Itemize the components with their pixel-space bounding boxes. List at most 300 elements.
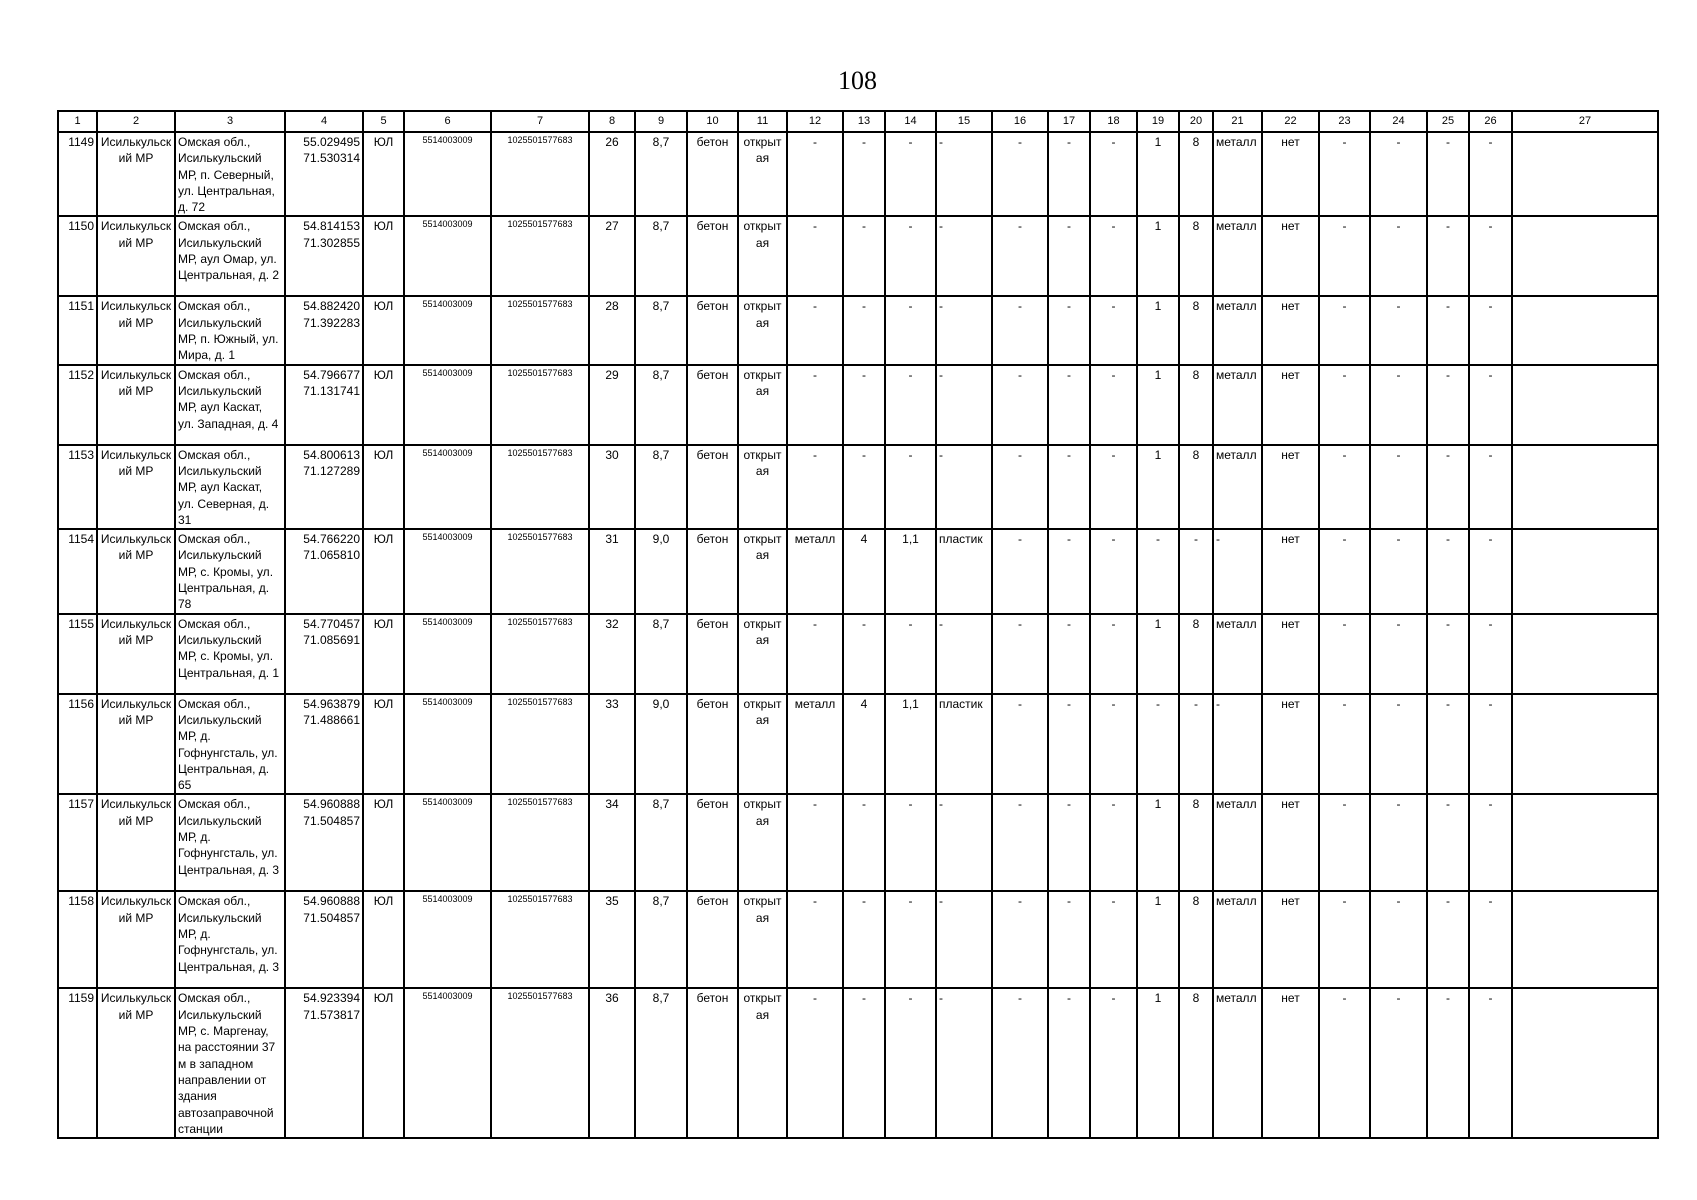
table-cell: 8 [1179, 614, 1213, 694]
table-cell: 1 [1137, 296, 1179, 364]
column-header: 25 [1427, 111, 1469, 132]
table-cell: открыт ая [738, 694, 787, 795]
column-header: 2 [97, 111, 175, 132]
table-cell: - [992, 132, 1048, 216]
table-cell: - [1090, 216, 1137, 296]
table-cell: - [1319, 445, 1370, 529]
table-cell: - [1048, 988, 1090, 1138]
table-cell: Исилькульск ий МР [97, 296, 175, 364]
table-cell: 8,7 [635, 365, 687, 445]
table-cell: 5514003009 [404, 988, 491, 1138]
table-cell: - [992, 891, 1048, 988]
table-cell: нет [1262, 614, 1319, 694]
column-header: 13 [843, 111, 885, 132]
table-cell: - [787, 216, 843, 296]
table-cell: бетон [687, 694, 738, 795]
column-header: 23 [1319, 111, 1370, 132]
table-cell: Исилькульск ий МР [97, 445, 175, 529]
table-cell: 9,0 [635, 694, 687, 795]
table-cell: 54.960888 71.504857 [285, 891, 363, 988]
table-cell: металл [1213, 445, 1262, 529]
table-cell: - [1137, 694, 1179, 795]
table-cell [1512, 794, 1658, 891]
table-cell: 8 [1179, 988, 1213, 1138]
table-cell: - [1319, 132, 1370, 216]
column-header: 16 [992, 111, 1048, 132]
table-cell: Исилькульск ий МР [97, 614, 175, 694]
table-cell: открыт ая [738, 614, 787, 694]
table-cell: - [1319, 891, 1370, 988]
table-cell: - [1048, 891, 1090, 988]
column-header: 8 [589, 111, 635, 132]
table-cell: - [787, 365, 843, 445]
table-cell: - [1370, 216, 1427, 296]
table-cell: - [1090, 614, 1137, 694]
table-cell: - [1370, 988, 1427, 1138]
table-cell: - [885, 216, 936, 296]
table-row [58, 132, 1658, 216]
table-cell: - [787, 614, 843, 694]
table-cell: нет [1262, 694, 1319, 795]
table-cell: 8,7 [635, 132, 687, 216]
table-cell: 54.766220 71.065810 [285, 529, 363, 613]
table-cell: бетон [687, 365, 738, 445]
table-cell: - [1048, 296, 1090, 364]
table-cell: - [885, 614, 936, 694]
table-cell: 8 [1179, 296, 1213, 364]
table-cell: - [992, 988, 1048, 1138]
table-cell: - [885, 794, 936, 891]
table-cell: - [936, 445, 992, 529]
table-cell: - [1370, 891, 1427, 988]
table-row [58, 614, 1658, 694]
table-cell: ЮЛ [363, 296, 404, 364]
table-cell: - [1048, 614, 1090, 694]
table-cell: 8,7 [635, 891, 687, 988]
table-cell: 1 [1137, 891, 1179, 988]
table-cell: 8 [1179, 794, 1213, 891]
table-cell: - [1427, 216, 1469, 296]
table-cell: - [1090, 132, 1137, 216]
table-cell: - [1469, 988, 1512, 1138]
table-cell: - [1427, 445, 1469, 529]
table-cell: - [936, 132, 992, 216]
column-header: 11 [738, 111, 787, 132]
table-cell: открыт ая [738, 794, 787, 891]
table-cell: 1025501577683 [491, 365, 589, 445]
table-cell: 5514003009 [404, 445, 491, 529]
table-cell: 1 [1137, 614, 1179, 694]
table-cell: 54.800613 71.127289 [285, 445, 363, 529]
column-header: 4 [285, 111, 363, 132]
table-cell: металл [1213, 794, 1262, 891]
table-cell: ЮЛ [363, 988, 404, 1138]
table-cell: - [1048, 365, 1090, 445]
table-cell: 1025501577683 [491, 445, 589, 529]
table-cell: - [1319, 216, 1370, 296]
table-cell: Омская обл., Исилькульский МР, д. Гофнунгсталь, ул. Центральная, д. 65 [175, 694, 285, 795]
column-header: 10 [687, 111, 738, 132]
table-cell: - [1319, 365, 1370, 445]
table-cell: 30 [589, 445, 635, 529]
table-cell: 4 [843, 694, 885, 795]
table-cell: Исилькульск ий МР [97, 694, 175, 795]
table-cell: пластик [936, 529, 992, 613]
table-cell: нет [1262, 132, 1319, 216]
table-cell: - [936, 988, 992, 1138]
table-cell: - [992, 794, 1048, 891]
header-row [58, 111, 1658, 132]
table-cell: 5514003009 [404, 529, 491, 613]
table-cell: - [843, 891, 885, 988]
column-header: 20 [1179, 111, 1213, 132]
table-cell: 54.814153 71.302855 [285, 216, 363, 296]
table-cell: ЮЛ [363, 529, 404, 613]
table-cell: Омская обл., Исилькульский МР, аул Каскат, ул. Северная, д. 31 [175, 445, 285, 529]
table-cell: 1 [1137, 988, 1179, 1138]
table-cell: ЮЛ [363, 794, 404, 891]
table-cell: открыт ая [738, 132, 787, 216]
table-cell: ЮЛ [363, 216, 404, 296]
table-cell: 26 [589, 132, 635, 216]
table-cell: - [1048, 216, 1090, 296]
table-cell: 1150 [58, 216, 97, 296]
table-cell: бетон [687, 296, 738, 364]
table-cell: металл [1213, 614, 1262, 694]
table-cell: - [992, 365, 1048, 445]
table-cell: ЮЛ [363, 132, 404, 216]
table-cell: - [1090, 296, 1137, 364]
table-cell: 1156 [58, 694, 97, 795]
table-cell: 5514003009 [404, 296, 491, 364]
table-cell: 9,0 [635, 529, 687, 613]
table-cell: нет [1262, 445, 1319, 529]
table-cell: бетон [687, 794, 738, 891]
table-cell: - [843, 445, 885, 529]
table-cell: - [1469, 794, 1512, 891]
table-cell: - [885, 445, 936, 529]
table-cell: 1154 [58, 529, 97, 613]
table-cell: - [1319, 614, 1370, 694]
table-cell: - [787, 988, 843, 1138]
table-cell [1512, 891, 1658, 988]
table-cell: 1025501577683 [491, 296, 589, 364]
table-cell: 1025501577683 [491, 216, 589, 296]
table-cell: нет [1262, 365, 1319, 445]
table-cell: открыт ая [738, 988, 787, 1138]
table-cell: - [1370, 132, 1427, 216]
table-cell: 54.882420 71.392283 [285, 296, 363, 364]
table-cell: 8,7 [635, 445, 687, 529]
table-cell: - [1048, 694, 1090, 795]
table-cell: - [843, 614, 885, 694]
table-cell: Омская обл., Исилькульский МР, п. Южный, ул. Мира, д. 1 [175, 296, 285, 364]
table-cell [1512, 694, 1658, 795]
table-cell: - [1427, 988, 1469, 1138]
table-cell: 54.923394 71.573817 [285, 988, 363, 1138]
table-cell: 5514003009 [404, 216, 491, 296]
table-cell: 28 [589, 296, 635, 364]
table-cell: пластик [936, 694, 992, 795]
table-cell: нет [1262, 296, 1319, 364]
table-cell: - [1427, 794, 1469, 891]
table-row [58, 296, 1658, 364]
table-cell: металл [1213, 216, 1262, 296]
table-cell: 35 [589, 891, 635, 988]
table-cell: 5514003009 [404, 891, 491, 988]
column-header: 12 [787, 111, 843, 132]
table-row [58, 216, 1658, 296]
table-cell: 27 [589, 216, 635, 296]
table-cell: 4 [843, 529, 885, 613]
table-cell: 5514003009 [404, 794, 491, 891]
table-cell: - [1213, 694, 1262, 795]
table-row [58, 365, 1658, 445]
table-cell: бетон [687, 891, 738, 988]
table-row [58, 445, 1658, 529]
table-cell: ЮЛ [363, 365, 404, 445]
table-cell: бетон [687, 988, 738, 1138]
table-cell: - [843, 132, 885, 216]
table-cell: 1151 [58, 296, 97, 364]
table-cell: 1157 [58, 794, 97, 891]
table-row [58, 694, 1658, 795]
table-cell: - [1090, 794, 1137, 891]
table-cell: - [885, 132, 936, 216]
table-cell: ЮЛ [363, 694, 404, 795]
table-cell: - [1427, 891, 1469, 988]
table-cell: - [936, 216, 992, 296]
table-cell: - [1137, 529, 1179, 613]
table-cell: 8,7 [635, 216, 687, 296]
column-header: 24 [1370, 111, 1427, 132]
table-cell: металл [1213, 132, 1262, 216]
table-cell: - [992, 445, 1048, 529]
table-cell: - [992, 216, 1048, 296]
table-cell: ЮЛ [363, 614, 404, 694]
table-cell: Исилькульск ий МР [97, 365, 175, 445]
table-cell: 1025501577683 [491, 614, 589, 694]
table-cell: 1 [1137, 794, 1179, 891]
table-cell: - [1048, 529, 1090, 613]
table-cell [1512, 614, 1658, 694]
table-cell: 1025501577683 [491, 891, 589, 988]
table-cell [1512, 529, 1658, 613]
table-cell: Омская обл., Исилькульский МР, д. Гофнунгсталь, ул. Центральная, д. 3 [175, 794, 285, 891]
table-cell: открыт ая [738, 445, 787, 529]
table-body [58, 132, 1658, 1138]
table-cell: - [1469, 694, 1512, 795]
table-cell: - [885, 891, 936, 988]
table-cell: - [843, 794, 885, 891]
table-cell: - [1427, 296, 1469, 364]
table-cell: - [936, 891, 992, 988]
table-cell: 55.029495 71.530314 [285, 132, 363, 216]
table-cell: 1025501577683 [491, 529, 589, 613]
table-cell: металл [1213, 365, 1262, 445]
table-cell: 1025501577683 [491, 132, 589, 216]
table-cell: - [843, 365, 885, 445]
table-cell: - [1427, 694, 1469, 795]
table-cell: Исилькульск ий МР [97, 132, 175, 216]
table-cell: - [1319, 529, 1370, 613]
table-cell: 1025501577683 [491, 988, 589, 1138]
table-cell: - [1319, 794, 1370, 891]
column-header: 17 [1048, 111, 1090, 132]
table-cell: Омская обл., Исилькульский МР, с. Кромы, ул. Центральная, д. 1 [175, 614, 285, 694]
table-cell: 54.770457 71.085691 [285, 614, 363, 694]
table-cell [1512, 365, 1658, 445]
table-row [58, 529, 1658, 613]
table-cell: - [1370, 529, 1427, 613]
table-cell: бетон [687, 529, 738, 613]
table-cell: - [1427, 614, 1469, 694]
table-cell: - [1469, 614, 1512, 694]
column-header: 9 [635, 111, 687, 132]
column-header: 15 [936, 111, 992, 132]
table-cell: 32 [589, 614, 635, 694]
table-cell: - [1319, 988, 1370, 1138]
table-cell: 54.963879 71.488661 [285, 694, 363, 795]
table-cell: бетон [687, 614, 738, 694]
table-cell: бетон [687, 132, 738, 216]
table-cell: 29 [589, 365, 635, 445]
table-row [58, 988, 1658, 1138]
table-cell: - [1370, 614, 1427, 694]
table-cell: нет [1262, 891, 1319, 988]
table-cell: металл [787, 694, 843, 795]
table-cell: 54.796677 71.131741 [285, 365, 363, 445]
table-cell: - [885, 365, 936, 445]
table-cell: - [1048, 132, 1090, 216]
table-cell: Омская обл., Исилькульский МР, аул Омар, ул. Центральная, д. 2 [175, 216, 285, 296]
table-cell: - [1469, 891, 1512, 988]
table-cell: - [992, 529, 1048, 613]
table-cell: 1152 [58, 365, 97, 445]
table-cell: 1 [1137, 365, 1179, 445]
table-cell: - [936, 794, 992, 891]
table-cell: 1 [1137, 216, 1179, 296]
table-cell: Омская обл., Исилькульский МР, д. Гофнунгсталь, ул. Центральная, д. 3 [175, 891, 285, 988]
table-cell: открыт ая [738, 891, 787, 988]
table-cell [1512, 445, 1658, 529]
table-cell: металл [1213, 296, 1262, 364]
table-row [58, 891, 1658, 988]
table-cell: бетон [687, 445, 738, 529]
table-cell: - [1469, 296, 1512, 364]
table-cell: нет [1262, 988, 1319, 1138]
table-cell: 8,7 [635, 614, 687, 694]
table-cell: 1158 [58, 891, 97, 988]
table-cell: 1153 [58, 445, 97, 529]
table-cell: Омская обл., Исилькульский МР, аул Каскат, ул. Западная, д. 4 [175, 365, 285, 445]
table-cell: 5514003009 [404, 614, 491, 694]
table-cell: Исилькульск ий МР [97, 529, 175, 613]
table-cell: 8,7 [635, 794, 687, 891]
table-cell: - [1427, 365, 1469, 445]
table-cell: нет [1262, 216, 1319, 296]
table-cell: - [787, 891, 843, 988]
column-header: 26 [1469, 111, 1512, 132]
table-cell: нет [1262, 794, 1319, 891]
table-cell: ЮЛ [363, 891, 404, 988]
table-cell: 34 [589, 794, 635, 891]
table-cell: 54.960888 71.504857 [285, 794, 363, 891]
table-cell: 8,7 [635, 296, 687, 364]
table-cell: - [1469, 132, 1512, 216]
table-cell: Омская обл., Исилькульский МР, с. Кромы, ул. Центральная, д. 78 [175, 529, 285, 613]
column-header: 6 [404, 111, 491, 132]
table-cell: металл [1213, 891, 1262, 988]
table-cell: 1159 [58, 988, 97, 1138]
table-cell: 36 [589, 988, 635, 1138]
table-cell: 1025501577683 [491, 694, 589, 795]
table-cell: Омская обл., Исилькульский МР, п. Северный, ул. Центральная, д. 72 [175, 132, 285, 216]
table-cell [1512, 216, 1658, 296]
table-cell: 1025501577683 [491, 794, 589, 891]
table-cell: 8 [1179, 445, 1213, 529]
column-header: 27 [1512, 111, 1658, 132]
column-header: 7 [491, 111, 589, 132]
table-cell: - [1179, 694, 1213, 795]
table-cell: - [1213, 529, 1262, 613]
table-cell: металл [787, 529, 843, 613]
table-cell: - [1469, 216, 1512, 296]
table-cell: - [1370, 794, 1427, 891]
table-cell: открыт ая [738, 296, 787, 364]
table-cell: открыт ая [738, 216, 787, 296]
table-cell: - [1370, 445, 1427, 529]
table-cell: - [992, 694, 1048, 795]
table-cell: Омская обл., Исилькульский МР, с. Маргенау, на расстоянии 37 м в западном направлении от здания автозаправочной станции [175, 988, 285, 1138]
column-header: 18 [1090, 111, 1137, 132]
table-cell: - [936, 296, 992, 364]
table-cell: - [843, 216, 885, 296]
table-row [58, 794, 1658, 891]
table-cell: - [1090, 529, 1137, 613]
column-header: 19 [1137, 111, 1179, 132]
table-cell: - [1048, 445, 1090, 529]
table-cell: 1149 [58, 132, 97, 216]
table-cell: открыт ая [738, 529, 787, 613]
table-cell: 1155 [58, 614, 97, 694]
column-header: 5 [363, 111, 404, 132]
table-cell: 5514003009 [404, 694, 491, 795]
table-cell: 1,1 [885, 529, 936, 613]
column-header: 14 [885, 111, 936, 132]
table-cell: 5514003009 [404, 132, 491, 216]
table-cell: ЮЛ [363, 445, 404, 529]
table-cell: - [787, 296, 843, 364]
table-cell: - [787, 132, 843, 216]
table-cell: - [1469, 445, 1512, 529]
table-cell: 1 [1137, 445, 1179, 529]
table-cell: - [992, 614, 1048, 694]
table-cell: открыт ая [738, 365, 787, 445]
table-cell: 8 [1179, 216, 1213, 296]
table-cell: - [1427, 529, 1469, 613]
table-cell: - [787, 794, 843, 891]
table-cell: - [1469, 365, 1512, 445]
table-cell: Исилькульск ий МР [97, 891, 175, 988]
column-header: 22 [1262, 111, 1319, 132]
table-cell: бетон [687, 216, 738, 296]
table-cell: - [1370, 296, 1427, 364]
table-cell: Исилькульск ий МР [97, 794, 175, 891]
table-cell: 1 [1137, 132, 1179, 216]
table-cell: Исилькульск ий МР [97, 988, 175, 1138]
table-cell: - [787, 445, 843, 529]
